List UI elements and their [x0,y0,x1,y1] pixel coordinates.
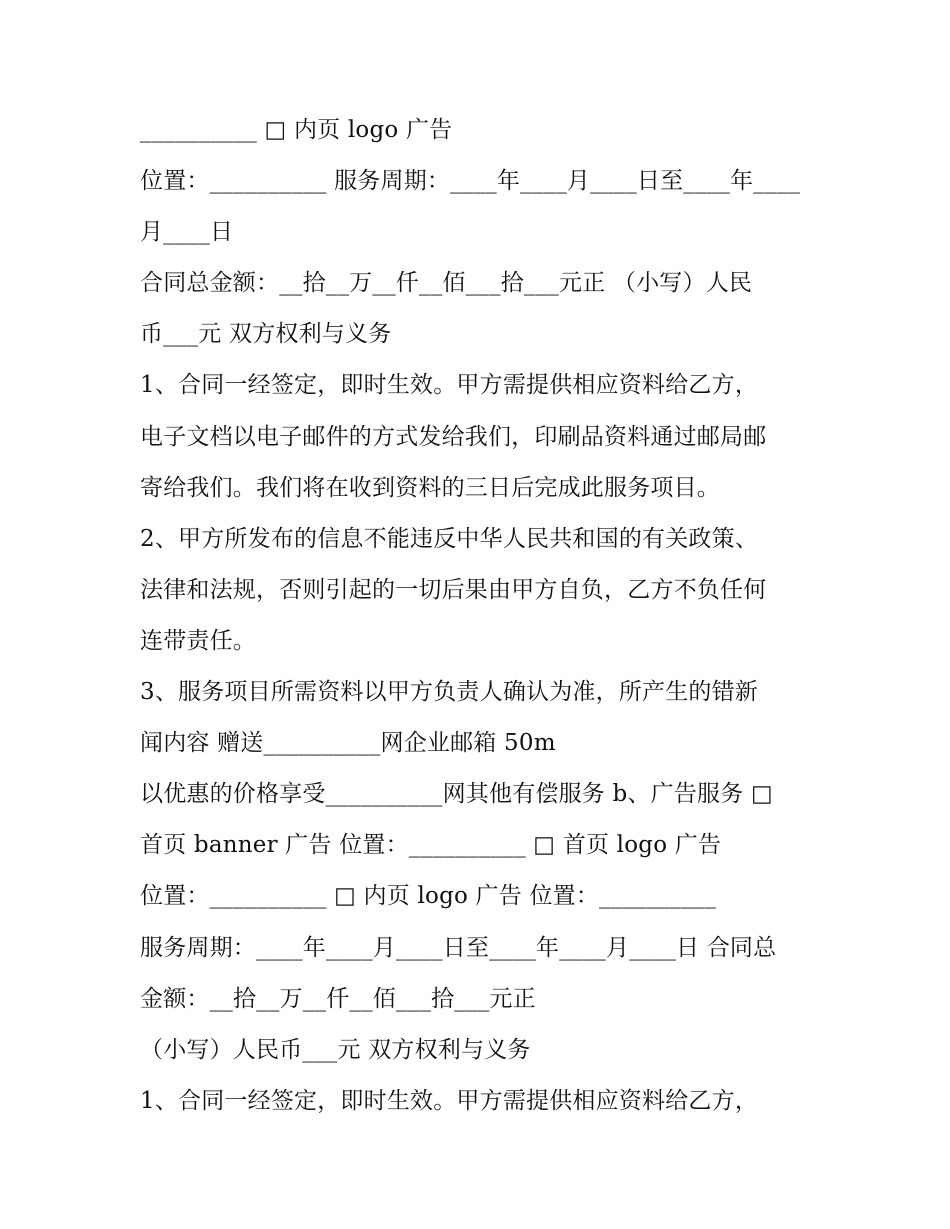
text-line: __________ □ 内页 logo 广告 [140,117,453,143]
text-line: 2、甲方所发布的信息不能违反中华人民共和国的有关政策、 [140,525,759,552]
text-line: 金额：__拾__万__仟__佰___拾___元正 [140,985,536,1012]
text-line: 月____日 [140,219,234,246]
text-line: 币___元 双方权利与义务 [140,321,392,348]
text-line: 3、服务项目所需资料以甲方负责人确认为准，所产生的错新 [140,679,759,706]
text-line: 首页 banner 广告 位置：__________ □ 首页 logo 广告 [140,832,722,859]
text-line: 1、合同一经签定，即时生效。甲方需提供相应资料给乙方， [140,1087,759,1114]
text-line: 位置：__________ 服务周期：____年____月____日至____年____ [140,168,801,195]
text-line: 合同总金额：__拾__万__仟__佰___拾___元正 （小写）人民 [140,270,753,297]
text-line: 寄给我们。我们将在收到资料的三日后完成此服务项目。 [140,474,720,501]
text-line: （小写）人民币___元 双方权利与义务 [140,1036,531,1063]
text-line: 电子文档以电子邮件的方式发给我们，印刷品资料通过邮局邮 [140,423,767,450]
text-line: 法律和法规，否则引起的一切后果由甲方自负，乙方不负任何 [140,576,767,603]
contract-text [140,105,820,1127]
text-line: 1、合同一经签定，即时生效。甲方需提供相应资料给乙方， [140,372,759,399]
text-line: 以优惠的价格享受__________网其他有偿服务 b、广告服务 □ [140,781,773,808]
text-line: 连带责任。 [140,627,256,654]
text-line: 闻内容 赠送__________网企业邮箱 50m [140,730,556,757]
text-line: 服务周期：____年____月____日至____年____月____日 合同总 [140,934,777,961]
text-line: 位置：__________ □ 内页 logo 广告 位置：__________ [140,883,717,910]
